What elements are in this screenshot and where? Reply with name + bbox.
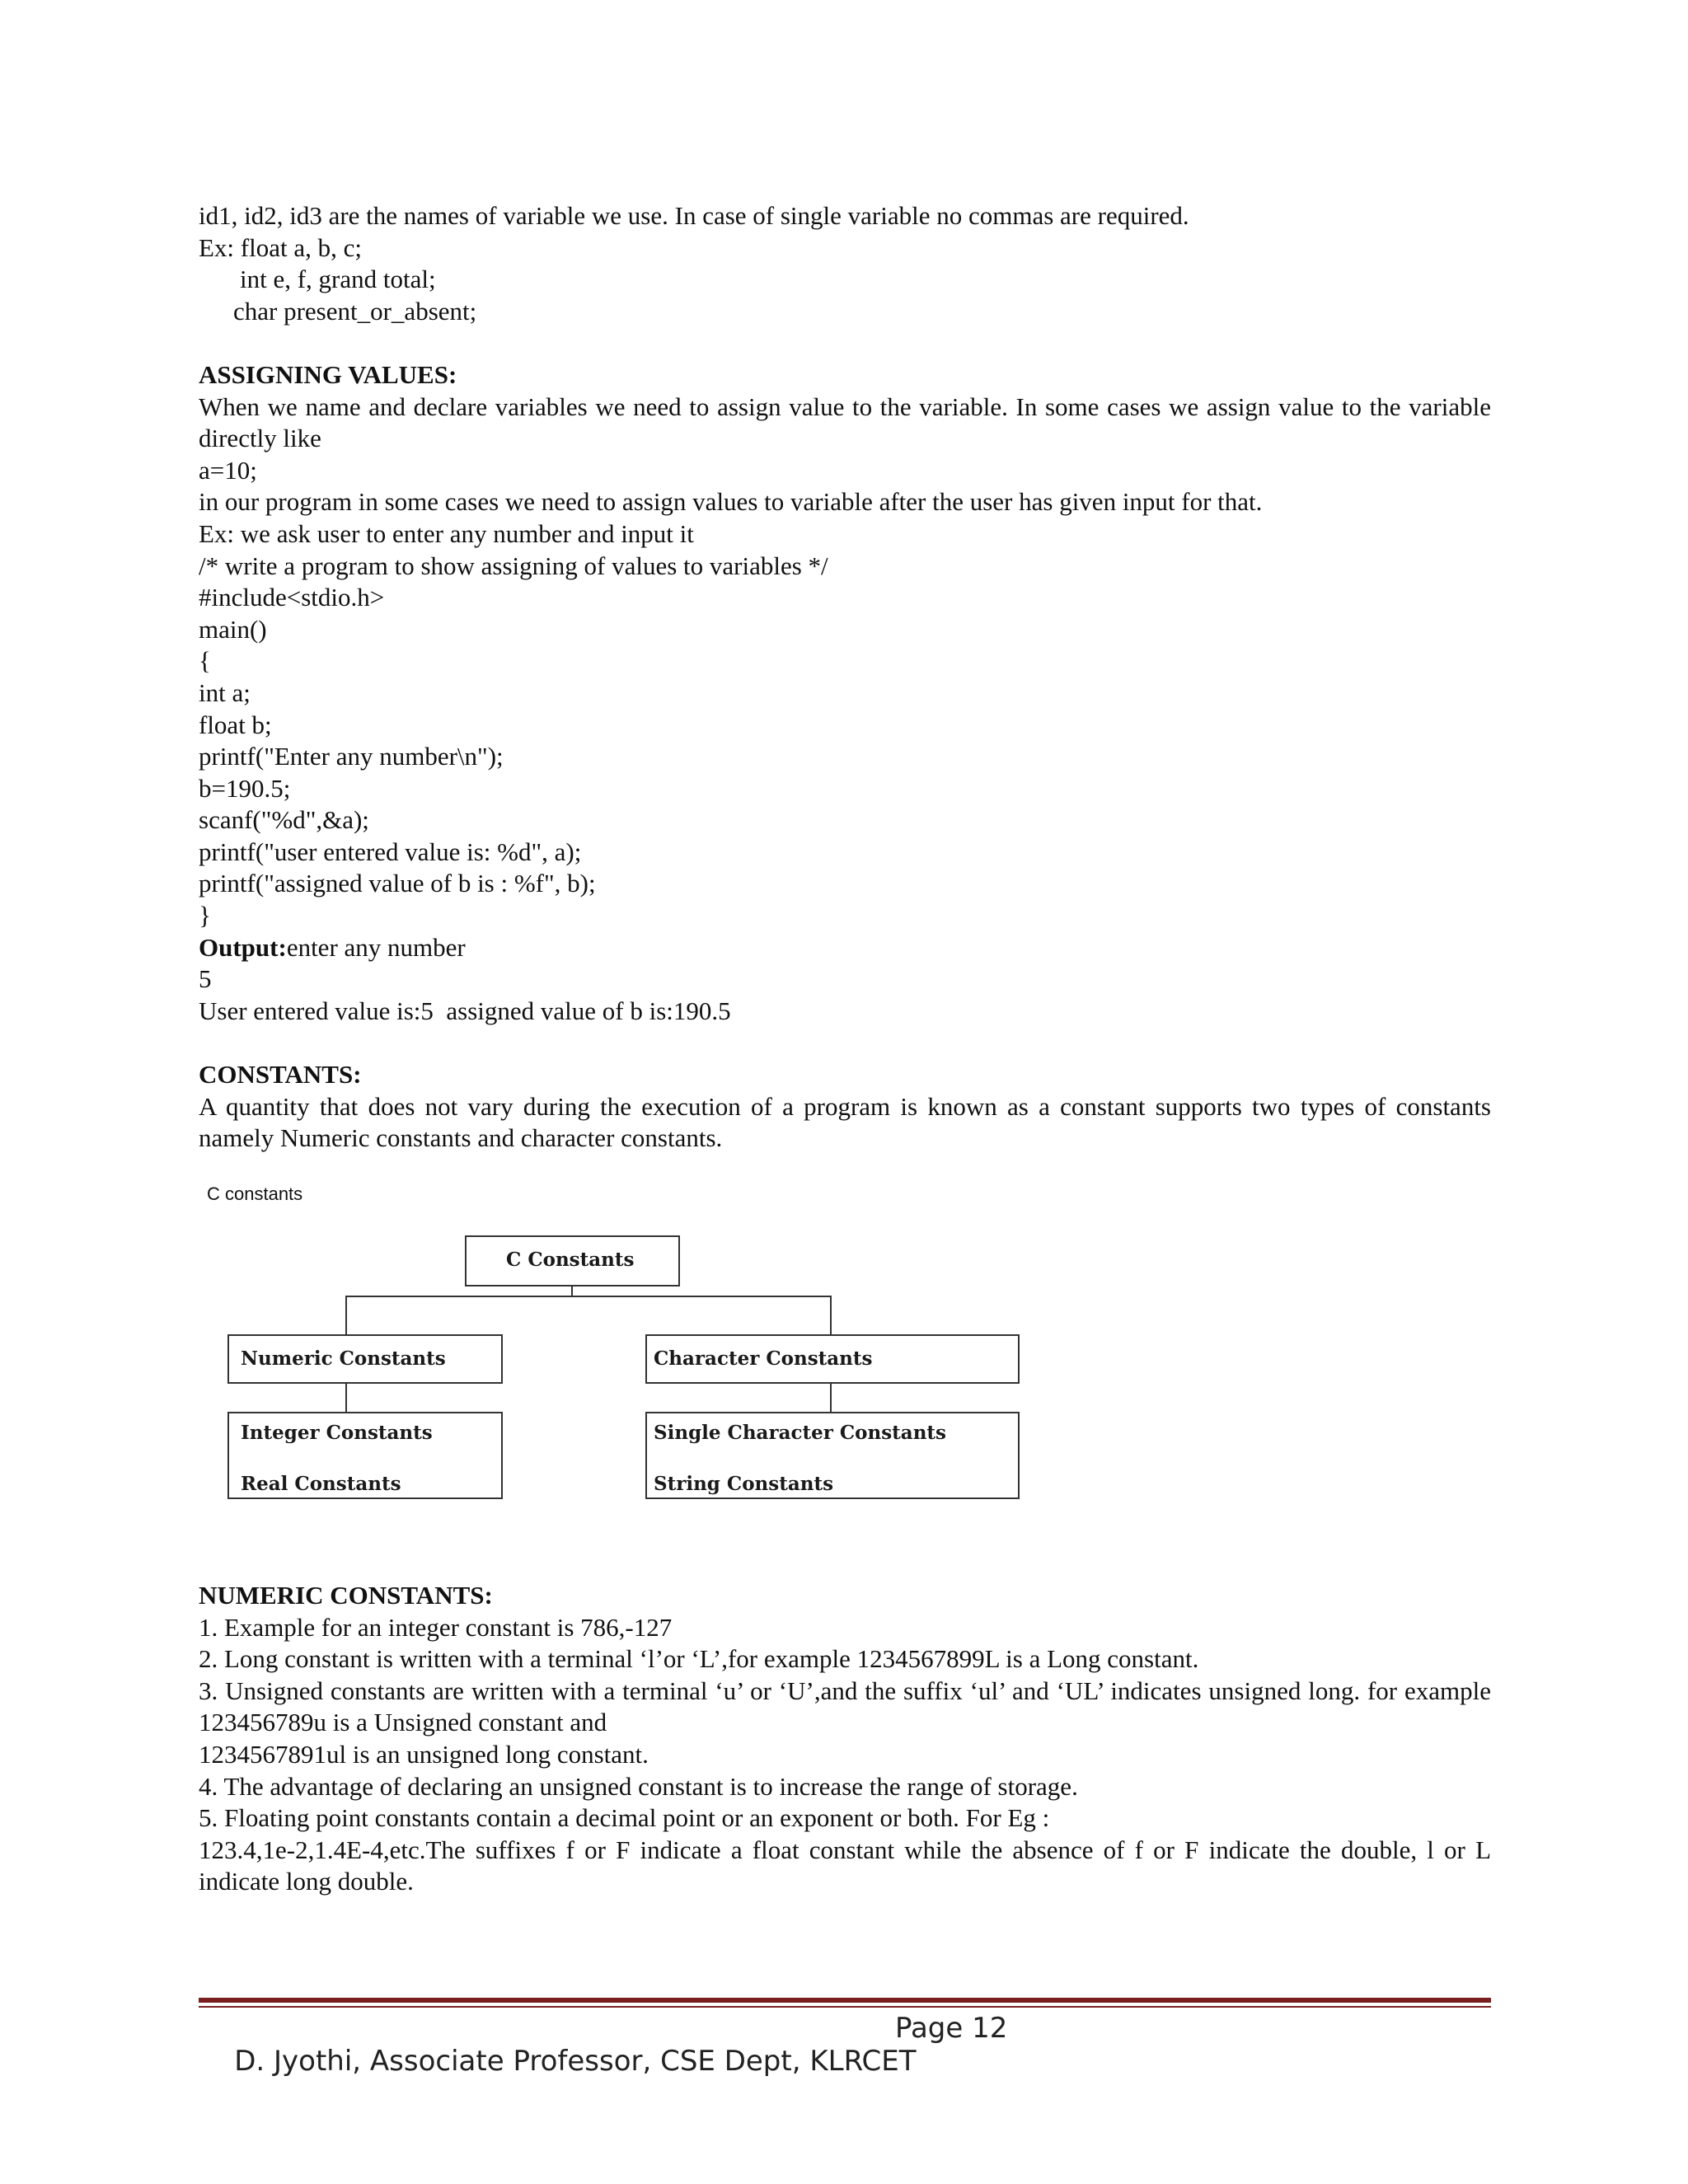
code-line: main() <box>199 614 267 644</box>
footer-divider <box>199 2006 1491 2008</box>
code-line: /* write a program to show assigning of values to variables */ <box>199 551 828 580</box>
page-number: Page 12 <box>895 2012 1008 2045</box>
list-item: 5. Floating point constants contain a decimal point or an exponent or both. For Eg : <box>199 1803 1050 1833</box>
node-label-real: Real Constants <box>241 1473 401 1495</box>
numeric-section <box>199 1580 1491 1898</box>
node-numeric-constants <box>227 1334 503 1384</box>
page-body <box>199 200 1491 1155</box>
list-item: 123.4,1e-2,1.4E-4,etc.The suffixes f or F indicate a float constant while the absence of f or F indicate the double, l or L indicate long double. <box>199 1835 1491 1896</box>
code-line: printf("Enter any number\n"); <box>199 742 504 771</box>
code-line: b=190.5; <box>199 773 291 803</box>
example-line: int e, f, grand total; <box>240 265 436 294</box>
list-item: 1234567891ul is an unsigned long constant. <box>199 1739 649 1769</box>
page-footer <box>199 2012 1008 2144</box>
paragraph: A quantity that does not vary during the execution of a program is known as a constant supports two types of constants namely Numeric constants and character constants. <box>199 1091 1491 1153</box>
intro-line: id1, id2, id3 are the names of variable we use. In case of single variable no commas are required. <box>199 201 1189 230</box>
example-line: char present_or_absent; <box>233 296 477 326</box>
example-line: Ex: float a, b, c; <box>199 232 362 262</box>
list-item: 2. Long constant is written with a terminal ‘l’or ‘L’,for example 1234567899L is a Long constant. <box>199 1644 1199 1674</box>
output-line: User entered value is:5 assigned value of b is:190.5 <box>199 996 731 1025</box>
constants-diagram <box>199 1183 1056 1513</box>
node-c-constants <box>465 1235 680 1286</box>
node-label-integer: Integer Constants <box>241 1422 433 1444</box>
code-line: a=10; <box>199 455 257 485</box>
code-line: { <box>199 646 211 676</box>
list-item: 4. The advantage of declaring an unsigned constant is to increase the range of storage. <box>199 1771 1078 1801</box>
node-label-single-char: Single Character Constants <box>654 1422 947 1444</box>
section-heading-constants: CONSTANTS: <box>199 1060 362 1090</box>
code-line: scanf("%d",&a); <box>199 805 369 835</box>
code-line: } <box>199 901 211 930</box>
code-line: printf("user entered value is: %d", a); <box>199 837 582 866</box>
section-heading-numeric: NUMERIC CONSTANTS: <box>199 1581 493 1610</box>
output-line <box>199 932 1491 964</box>
node-label: C Constants <box>506 1249 635 1271</box>
output-line: 5 <box>199 964 212 994</box>
code-line: float b; <box>199 710 272 739</box>
paragraph: Ex: we ask user to enter any number and input it <box>199 518 694 548</box>
list-item: 3. Unsigned constants are written with a terminal ‘u’ or ‘U’,and the suffix ‘ul’ and ‘UL’ indicates unsigned long. for example 123456789u is a Unsigned constant and <box>199 1675 1491 1737</box>
connector <box>345 1384 347 1413</box>
connector <box>345 1296 832 1297</box>
node-label: Character Constants <box>654 1347 873 1370</box>
code-line: #include<stdio.h> <box>199 583 385 612</box>
connector <box>830 1384 832 1413</box>
diagram-caption: C constants <box>207 1183 303 1204</box>
connector <box>345 1296 347 1335</box>
footer-divider <box>199 1998 1491 2003</box>
paragraph: in our program in some cases we need to assign values to variable after the user has given input for that. <box>199 487 1263 517</box>
connector <box>830 1296 832 1335</box>
code-line: int a; <box>199 677 251 707</box>
output-text: enter any number <box>286 932 466 962</box>
node-label: Numeric Constants <box>241 1347 446 1370</box>
node-character-constants <box>645 1334 1020 1384</box>
node-numeric-children <box>227 1412 503 1499</box>
node-label-string: String Constants <box>654 1473 834 1495</box>
code-line: printf("assigned value of b is : %f", b); <box>199 869 596 898</box>
section-heading-assigning: ASSIGNING VALUES: <box>199 359 457 389</box>
footer-author: D. Jyothi, Associate Professor, CSE Dept, KLRCET <box>234 2045 917 2078</box>
list-item: 1. Example for an integer constant is 786,-127 <box>199 1612 673 1642</box>
paragraph: When we name and declare variables we need to assign value to the variable. In some cases we assign value to the variable directly like <box>199 391 1491 453</box>
node-character-children <box>645 1412 1020 1499</box>
output-label: Output: <box>199 932 287 962</box>
